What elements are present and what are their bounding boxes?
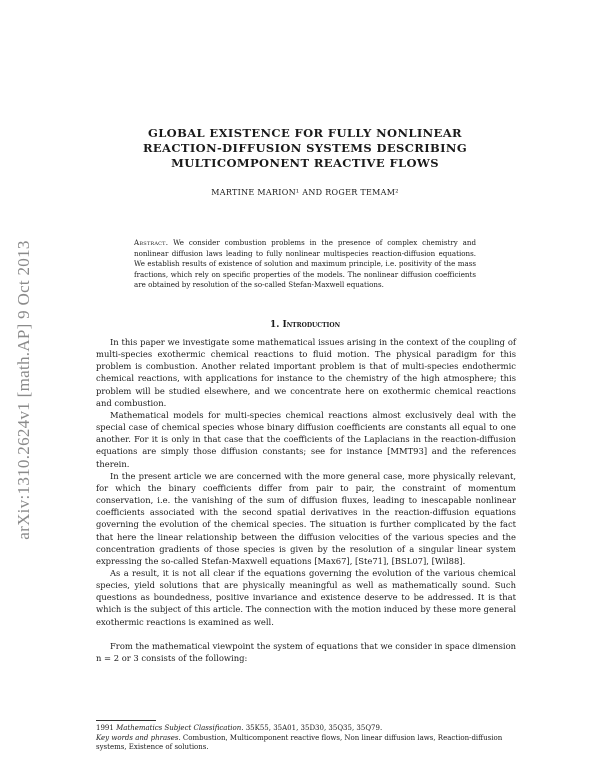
paragraph: In this paper we investigate some mathematical issues arising in the context of the coupling of multi-species exothermic chemical reactions to fluid motion. The physical paradigm for this problem is combustion. Another related important problem is that of multi-species endothermic chemical reactions, with applications for instance to the chemistry of the high atmosphere; this problem will be studied elsewhere, and we concentrate here on exothermic chemical reactions and combustion. bbox=[96, 337, 516, 408]
arxiv-stamp bbox=[14, 180, 34, 600]
body-text bbox=[96, 336, 516, 664]
section-title: Introduction bbox=[282, 320, 341, 330]
paragraph: Mathematical models for multi-species chemical reactions almost exclusively deal with the special case of chemical species whose binary diffusion coefficients are constants all equal to one another. For it is only in that case that the coefficients of the Laplacians in the reaction-diffusion equations are simply those diffusion constants; see for instance [MMT93] and the references therein. bbox=[96, 409, 516, 469]
title-line: REACTION-DIFFUSION SYSTEMS DESCRIBING bbox=[142, 141, 468, 155]
msc-footnote bbox=[96, 724, 516, 734]
title-line: MULTICOMPONENT REACTIVE FLOWS bbox=[171, 156, 439, 170]
keywords-text: Combustion, Multicomponent reactive flows, Non linear diffusion laws, Reaction-diffusion systems, Existence of solutions. bbox=[96, 733, 503, 752]
abstract-label: Abstract. bbox=[134, 238, 169, 247]
footnote-rule bbox=[96, 720, 156, 721]
title-line: GLOBAL EXISTENCE FOR FULLY NONLINEAR bbox=[147, 126, 463, 140]
paper-title bbox=[100, 126, 510, 171]
paragraph: As a result, it is not all clear if the equations governing the evolution of the various chemical species, yield solutions that are physically meaningful as well as mathematically sound. Such questions as boundedness, positive invariance and existence deserve to be addressed. It is that which is the subject of this article. The connection with the motion induced by these more general exothermic reactions is examined as well. bbox=[96, 567, 516, 627]
paragraph: From the mathematical viewpoint the system of equations that we consider in space dimension n = 2 or 3 consists of the following: bbox=[96, 640, 516, 663]
footnotes bbox=[96, 724, 516, 753]
section-number: 1. bbox=[269, 320, 280, 330]
keywords-footnote bbox=[96, 734, 516, 753]
section-heading bbox=[100, 320, 510, 330]
abstract-text: We consider combustion problems in the presence of complex chemistry and nonlinear diffusion laws leading to fully nonlinear multispecies reaction-diffusion equations. We establish results of existence of solution and maximum principle, i.e. positivity of the mass fractions, which rely on specific properties of the models. The nonlinear diffusion coefficients are obtained by resolution of the so-called Stefan-Maxwell equations. bbox=[134, 238, 476, 290]
arxiv-stamp-text[interactable]: arXiv:1310.2624v1 [math.AP] 9 Oct 2013 bbox=[14, 240, 33, 540]
paragraph: In the present article we are concerned with the more general case, more physically relevant, for which the binary coefficients differ from pair to pair, the constraint of momentum conservation, i.e. the vanishing of the sum of diffusion fluxes, leading to inescapable nonlinear coefficients associated with the second spatial derivatives in the reaction-diffusion equations governing the evolution of the chemical species. The situation is further complicated by the fact that here the linear relationship between the diffusion velocities of the various species and the concentration gradients of those species is given by the resolution of a singular linear system expressing the so-called Stefan-Maxwell equations [Max67], [Ste71], [BSL07], [Wil88]. bbox=[96, 470, 516, 566]
msc-prefix: 1991 bbox=[96, 724, 114, 732]
authors: MARTINE MARION¹ AND ROGER TEMAM² bbox=[211, 188, 399, 197]
msc-label: Mathematics Subject Classification. bbox=[116, 724, 244, 732]
msc-codes: 35K55, 35A01, 35D30, 35Q35, 35Q79. bbox=[245, 724, 383, 732]
keywords-label: Key words and phrases. bbox=[96, 733, 181, 742]
abstract bbox=[134, 238, 476, 291]
